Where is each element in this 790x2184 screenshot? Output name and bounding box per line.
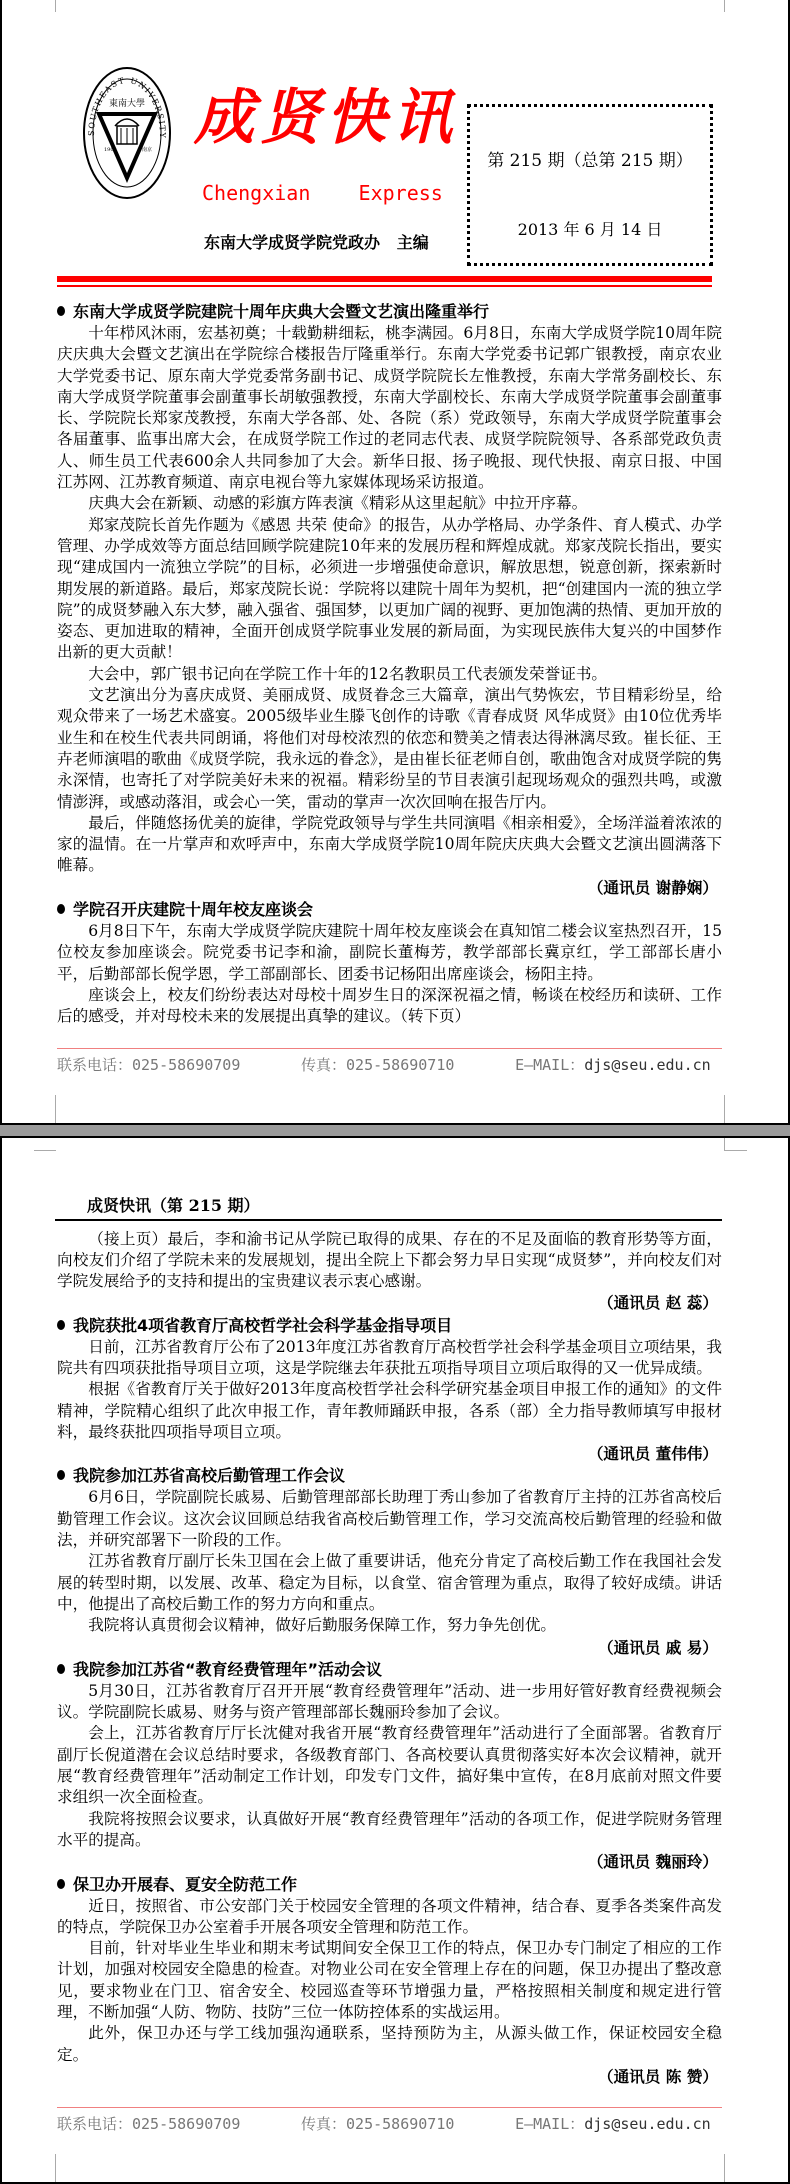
svg-text:東南大學: 東南大學 bbox=[109, 97, 145, 109]
footer-email-label: E—MAIL： bbox=[515, 2114, 584, 2134]
footer-phone: 联系电话：025-58690709 bbox=[57, 1055, 292, 1075]
editor-line: 东南大学成贤学院党政办 主编 bbox=[204, 230, 429, 253]
paragraph: 根据《省教育厅关于做好2013年度高校哲学社会科学研究基金项目申报工作的通知》的文件精神，学院精心组织了此次申报工作，青年教师踊跃申报，各系（部）全力指导教师填写申报材料，最终获批四项指导项目立项。 bbox=[57, 1379, 722, 1443]
svg-text:SOUTHEAST UNIVERSITY: SOUTHEAST UNIVERSITY bbox=[87, 76, 167, 139]
article-heading bbox=[57, 898, 722, 921]
crop-mark bbox=[724, 1095, 725, 1123]
issue-box bbox=[467, 104, 713, 266]
article-title: 我院获批4项省教育厅高校哲学社会科学基金指导项目 bbox=[73, 1316, 452, 1335]
masthead bbox=[2, 0, 788, 200]
paragraph: 庆典大会在新颖、动感的彩旗方阵表演《精彩从这里起航》中拉开序幕。 bbox=[57, 493, 722, 514]
reporter-attribution: （通讯员 魏丽玲） bbox=[57, 1851, 722, 1872]
bullet-icon bbox=[57, 1470, 65, 1480]
header-rule bbox=[55, 1219, 722, 1221]
reporter-attribution: （通讯员 董伟伟） bbox=[57, 1443, 722, 1464]
bullet-icon bbox=[57, 1879, 65, 1889]
article-heading bbox=[57, 1873, 722, 1896]
footer-divider bbox=[57, 2107, 722, 2108]
article-heading bbox=[57, 300, 722, 323]
paragraph: 6月8日下午，东南大学成贤学院庆建院十周年校友座谈会在真知馆二楼会议室热烈召开，15位校友参加座谈会。院党委书记李和渝，副院长董梅芳，教学部部长冀京红，学工部部长唐小平，后勤部部长倪学恩，学工部副部长、团委书记杨阳出席座谈会，杨阳主持。 bbox=[57, 921, 722, 985]
svg-text:南京: 南京 bbox=[142, 146, 152, 153]
footer-email-label: E—MAIL： bbox=[515, 1055, 584, 1075]
paragraph: 此外，保卫办还与学工线加强沟通联系，坚持预防为主，从源头做工作，保证校园安全稳定。 bbox=[57, 2023, 722, 2066]
page-2-content bbox=[57, 1229, 722, 2088]
crop-mark bbox=[724, 2154, 725, 2182]
footer bbox=[57, 1055, 722, 1075]
article-title: 学院召开庆建院十周年校友座谈会 bbox=[73, 900, 313, 919]
bullet-icon bbox=[57, 1664, 65, 1674]
footer bbox=[57, 2114, 722, 2134]
paragraph: 目前，针对毕业生毕业和期末考试期间安全保卫工作的特点，保卫办专门制定了相应的工作计划，加强对校园安全隐患的检查。对物业公司在安全管理上存在的问题，保卫办提出了整改意见，要求物业在门卫、宿舍安全、校园巡查等环节增强力量，严格按照相关制度和规定进行管理，不断加强“人防、物防、技防”三位一体防控体系的实战运用。 bbox=[57, 1938, 722, 2023]
paragraph: 会上，江苏省教育厅厅长沈健对我省开展“教育经费管理年”活动进行了全面部署。省教育厅副厅长倪道潜在会议总结时要求，各级教育部门、各高校要认真贯彻落实好本次会议精神，就开展“教育经费管理年”活动制定工作计划，印发专门文件，搞好集中宣传，在8月底前对照文件要求组织一次全面检查。 bbox=[57, 1723, 722, 1808]
issue-date: 2013 年 6 月 14 日 bbox=[470, 219, 710, 241]
article-title: 东南大学成贤学院建院十周年庆典大会暨文艺演出隆重举行 bbox=[73, 302, 489, 321]
footer-fax: 传真：025-58690710 bbox=[301, 1055, 506, 1075]
article-title: 我院参加江苏省“教育经费管理年”活动会议 bbox=[73, 1660, 382, 1679]
article-title: 我院参加江苏省高校后勤管理工作会议 bbox=[73, 1466, 345, 1485]
article-title: 保卫办开展春、夏安全防范工作 bbox=[73, 1875, 297, 1894]
bullet-icon bbox=[57, 904, 65, 914]
newsletter-title-english: Chengxian Express bbox=[202, 180, 443, 206]
paragraph: 6月6日，学院副院长戚易、后勤管理部部长助理丁秀山参加了省教育厅主持的江苏省高校后勤管理工作会议。这次会议回顾总结我省高校后勤管理工作，学习交流高校后勤管理的经验和做法，并研究部署下一阶段的工作。 bbox=[57, 1487, 722, 1551]
reporter-attribution: （通讯员 谢静娴） bbox=[57, 877, 722, 898]
footer-divider bbox=[57, 1048, 722, 1049]
page-1-content bbox=[57, 300, 722, 1028]
paragraph: 我院将按照会议要求，认真做好开展“教育经费管理年”活动的各项工作，促进学院财务管理水平的提高。 bbox=[57, 1809, 722, 1852]
paragraph: 郑家茂院长首先作题为《感恩 共荣 使命》的报告，从办学格局、办学条件、育人模式、办学管理、办学成效等方面总结回顾学院建院10年来的发展历程和辉煌成就。郑家茂院长指出，要实现“建成国内一流独立学院”的目标，必须进一步增强使命意识，解放思想，锐意创新，探索新时期发展的新道路。最后，郑家茂院长说：学院将以建院十周年为契机，把“创建国内一流的独立学院”的成贤梦融入东大梦，融入强省、强国梦，以更加广阔的视野、更加饱满的热情、更加开放的姿态、更加进取的精神，全面开创成贤学院事业发展的新局面，为实现民族伟大复兴的中国梦作出新的更大贡献！ bbox=[57, 515, 722, 664]
page-2 bbox=[0, 1136, 790, 2184]
paragraph: （接上页）最后，李和渝书记从学院已取得的成果、存在的不足及面临的教育形势等方面，向校友们介绍了学院未来的发展规划，提出全院上下都会努力早日实现“成贤梦”，并向校友们对学院发展给予的支持和提出的宝贵建议表示衷心感谢。 bbox=[57, 1229, 722, 1293]
reporter-attribution: （通讯员 赵 蕊） bbox=[57, 1292, 722, 1313]
reporter-attribution: （通讯员 陈 赞） bbox=[57, 2066, 722, 2087]
paragraph: 我院将认真贯彻会议精神，做好后勤服务保障工作，努力争先创优。 bbox=[57, 1615, 722, 1636]
footer-fax: 传真：025-58690710 bbox=[301, 2114, 506, 2134]
footer-area bbox=[2, 1028, 788, 1123]
crop-mark bbox=[55, 2154, 56, 2182]
bullet-icon bbox=[57, 306, 65, 316]
paragraph: 最后，伴随悠扬优美的旋律，学院党政领导与学生共同演唱《相亲相爱》，全场洋溢着浓浓的家的温情。在一片掌声和欢呼声中，东南大学成贤学院10周年院庆庆典大会暨文艺演出圆满落下帷幕。 bbox=[57, 813, 722, 877]
running-header: 成贤快讯（第 215 期） bbox=[87, 1196, 260, 1216]
paragraph: 十年栉风沐雨，宏基初奠；十载勤耕细耘，桃李满园。6月8日，东南大学成贤学院10周年院庆庆典大会暨文艺演出在学院综合楼报告厅隆重举行。东南大学党委书记郭广银教授，南京农业大学党委书记、原东南大学党委常务副书记、成贤学院院长左惟教授，东南大学常务副校长、东南大学成贤学院董事会副董事长胡敏强教授，东南大学副校长、东南大学成贤学院董事会副董事长、学院院长郑家茂教授，东南大学各部、处、各院（系）党政领导，东南大学成贤学院董事会各届董事、监事出席大会，在成贤学院工作过的老同志代表、成贤学院院领导、各系部党政负责人、师生员工代表600余人共同参加了大会。新华日报、扬子晚报、现代快报、南京日报、中国江苏网、江苏教育频道、南京电视台等九家媒体现场采访报道。 bbox=[57, 323, 722, 493]
university-logo bbox=[82, 66, 172, 200]
header-divider bbox=[57, 276, 712, 282]
footer-phone: 联系电话：025-58690709 bbox=[57, 2114, 292, 2134]
paragraph: 日前，江苏省教育厅公布了2013年度江苏省教育厅高校哲学社会科学基金项目立项结果，我院共有四项获批指导项目立项，这是学院继去年获批五项指导项目立项后取得的又一优异成绩。 bbox=[57, 1337, 722, 1380]
footer-email[interactable]: djs@seu.edu.cn bbox=[584, 2114, 710, 2134]
reporter-attribution: （通讯员 戚 易） bbox=[57, 1637, 722, 1658]
article-heading bbox=[57, 1464, 722, 1487]
footer-area bbox=[2, 2087, 788, 2182]
article-heading bbox=[57, 1314, 722, 1337]
paragraph: 近日，按照省、市公安部门关于校园安全管理的各项文件精神，结合春、夏季各类案件高发的特点，学院保卫办公室着手开展各项安全管理和防范工作。 bbox=[57, 1896, 722, 1939]
paragraph: 江苏省教育厅副厅长朱卫国在会上做了重要讲话，他充分肯定了高校后勤工作在我国社会发展的转型时期，以发展、改革、稳定为目标，以食堂、宿舍管理为重点，取得了较好成绩。讲话中，他提出了高校后勤工作的努力方向和重点。 bbox=[57, 1551, 722, 1615]
paragraph: 大会中，郭广银书记向在学院工作十年的12名教职员工代表颁发荣誉证书。 bbox=[57, 664, 722, 685]
issue-number: 第 215 期（总第 215 期） bbox=[470, 149, 710, 173]
footer-email[interactable]: djs@seu.edu.cn bbox=[584, 1055, 710, 1075]
article-heading bbox=[57, 1658, 722, 1681]
paragraph: 座谈会上，校友们纷纷表达对母校十周岁生日的深深祝福之情，畅谈在校经历和读研、工作后的感受，并对母校未来的发展提出真挚的建议。（转下页） bbox=[57, 985, 722, 1028]
page-2-header bbox=[2, 1138, 788, 1229]
header-divider-thin bbox=[57, 285, 712, 287]
newsletter-title: 成贤快讯 bbox=[194, 78, 458, 158]
paragraph: 文艺演出分为喜庆成贤、美丽成贤、成贤眷念三大篇章，演出气势恢宏，节目精彩纷呈，给观众带来了一场艺术盛宴。2005级毕业生滕飞创作的诗歌《青春成贤 风华成贤》由10位优秀毕业生和在校生代表共同朗诵，将他们对母校浓烈的依恋和赞美之情表达得淋漓尽致。崔长征、王卉老师演唱的歌曲《成贤学院，我永远的眷念》，是由崔长征老师自创，歌曲饱含对成贤学院的隽永深情，也寄托了对学院美好未来的祝福。精彩纷呈的节目表演引起现场观众的强烈共鸣，或激情澎湃，或感动落泪，或会心一笑，雷动的掌声一次次回响在报告厅内。 bbox=[57, 685, 722, 813]
paragraph: 5月30日，江苏省教育厅召开开展“教育经费管理年”活动、进一步用好管好教育经费视频会议。学院副院长戚易、财务与资产管理部部长魏丽玲参加了会议。 bbox=[57, 1681, 722, 1724]
crop-mark bbox=[55, 1095, 56, 1123]
bullet-icon bbox=[57, 1320, 65, 1330]
svg-text:1902: 1902 bbox=[104, 147, 117, 153]
